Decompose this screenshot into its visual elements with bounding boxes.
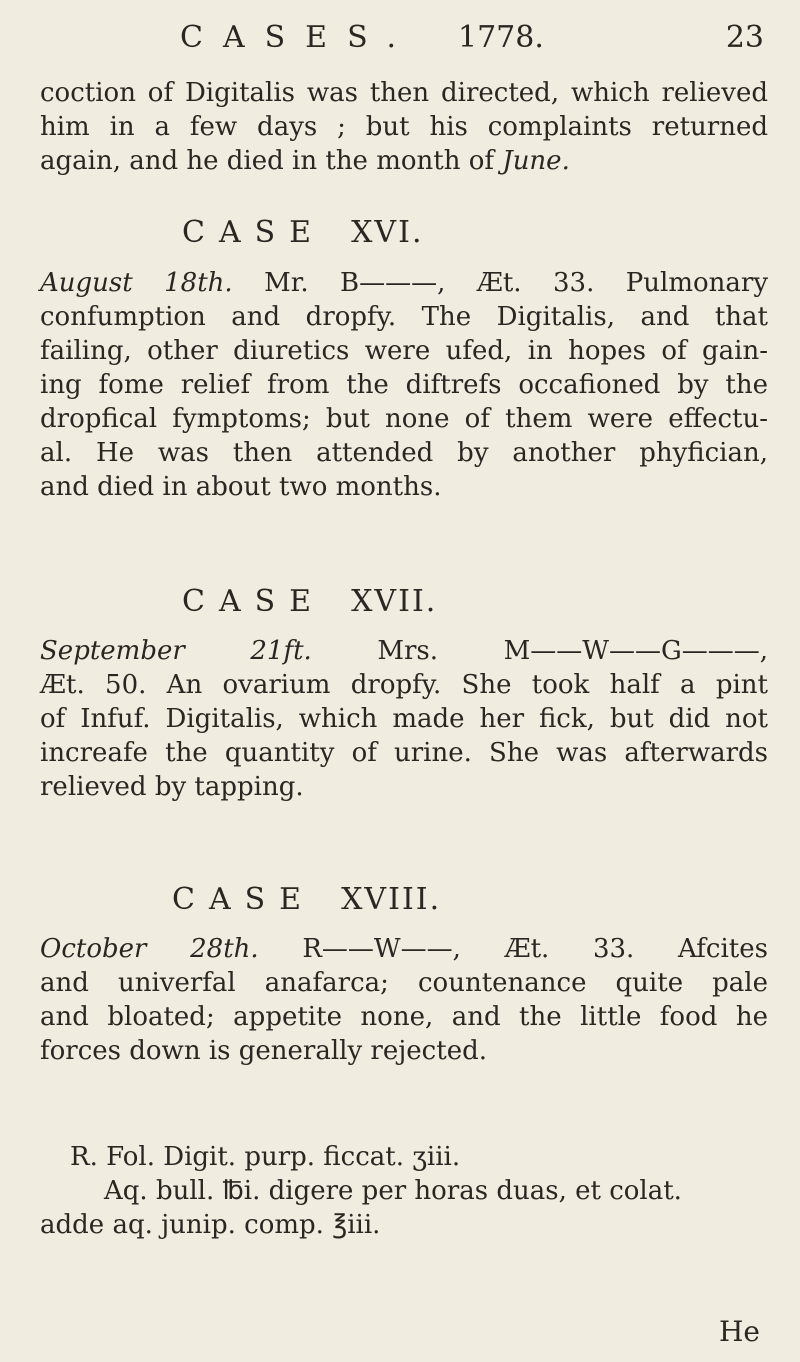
text-line: and univerfal anafarca; countenance quite pale (40, 968, 768, 998)
text-line (40, 144, 768, 178)
text-line: increafe the quantity of urine. She was afterwards (40, 738, 768, 768)
text-line: al. He was then attended by another phyfician, (40, 438, 768, 468)
text-line: dropfical fymptoms; but none of them were effectu- (40, 404, 768, 434)
text-line (40, 634, 768, 668)
prescription-line: adde aq. junip. comp. ℥iii. (40, 1210, 381, 1240)
case-paragraph (40, 634, 768, 804)
text-fragment: again, and he died in the month of (40, 146, 503, 176)
text-line: Æt. 50. An ovarium dropfy. She took half a pint (40, 670, 768, 700)
text-line: forces down is generally rejected. (40, 1036, 487, 1066)
prescription-line: Aq. bull. ℔i. digere per horas duas, et colat. (104, 1176, 682, 1206)
text-fragment: R——W——, Æt. 33. Afcites (302, 934, 768, 964)
running-head-year: 1778. (458, 20, 544, 55)
catchword: He (719, 1315, 760, 1348)
text-line: failing, other diuretics were ufed, in hopes of gain- (40, 336, 768, 366)
case-heading (172, 882, 441, 917)
text-line: him in a few days ; but his complaints returned (40, 112, 768, 142)
month-name: June. (502, 146, 570, 176)
case-paragraph (40, 932, 768, 1068)
case-date: September 21ft. (40, 636, 312, 666)
prescription (40, 1140, 682, 1242)
case-label: CASE (172, 882, 316, 917)
case-paragraph (40, 266, 768, 504)
case-number: XVI. (351, 215, 424, 250)
prescription-line: R. Fol. Digit. purp. ficcat. ʒiii. (70, 1142, 461, 1172)
case-label: CASE (182, 584, 326, 619)
text-line (40, 932, 768, 966)
text-line: coction of Digitalis was then directed, which relieved (40, 78, 768, 108)
text-line (40, 266, 768, 300)
running-head-title: CASES. (180, 20, 417, 55)
text-line: confumption and dropfy. The Digitalis, and that (40, 302, 768, 332)
page-number: 23 (725, 20, 764, 55)
text-fragment: Mr. B———, Æt. 33. Pulmonary (264, 268, 769, 298)
intro-paragraph (40, 76, 768, 178)
case-heading (182, 215, 424, 250)
text-line: and died in about two months. (40, 472, 442, 502)
case-date: August 18th. (40, 268, 233, 298)
case-number: XVIII. (341, 882, 442, 917)
text-fragment: Mrs. M——W——G———, (377, 636, 768, 666)
running-head (180, 14, 764, 64)
case-date: October 28th. (40, 934, 259, 964)
text-line: relieved by tapping. (40, 772, 304, 802)
text-line: and bloated; appetite none, and the little food he (40, 1002, 768, 1032)
text-line: of Infuf. Digitalis, which made her fick, but did not (40, 704, 768, 734)
case-heading (182, 584, 437, 619)
case-number: XVII. (351, 584, 438, 619)
text-line: ing fome relief from the diftrefs occafioned by the (40, 370, 768, 400)
case-label: CASE (182, 215, 326, 250)
